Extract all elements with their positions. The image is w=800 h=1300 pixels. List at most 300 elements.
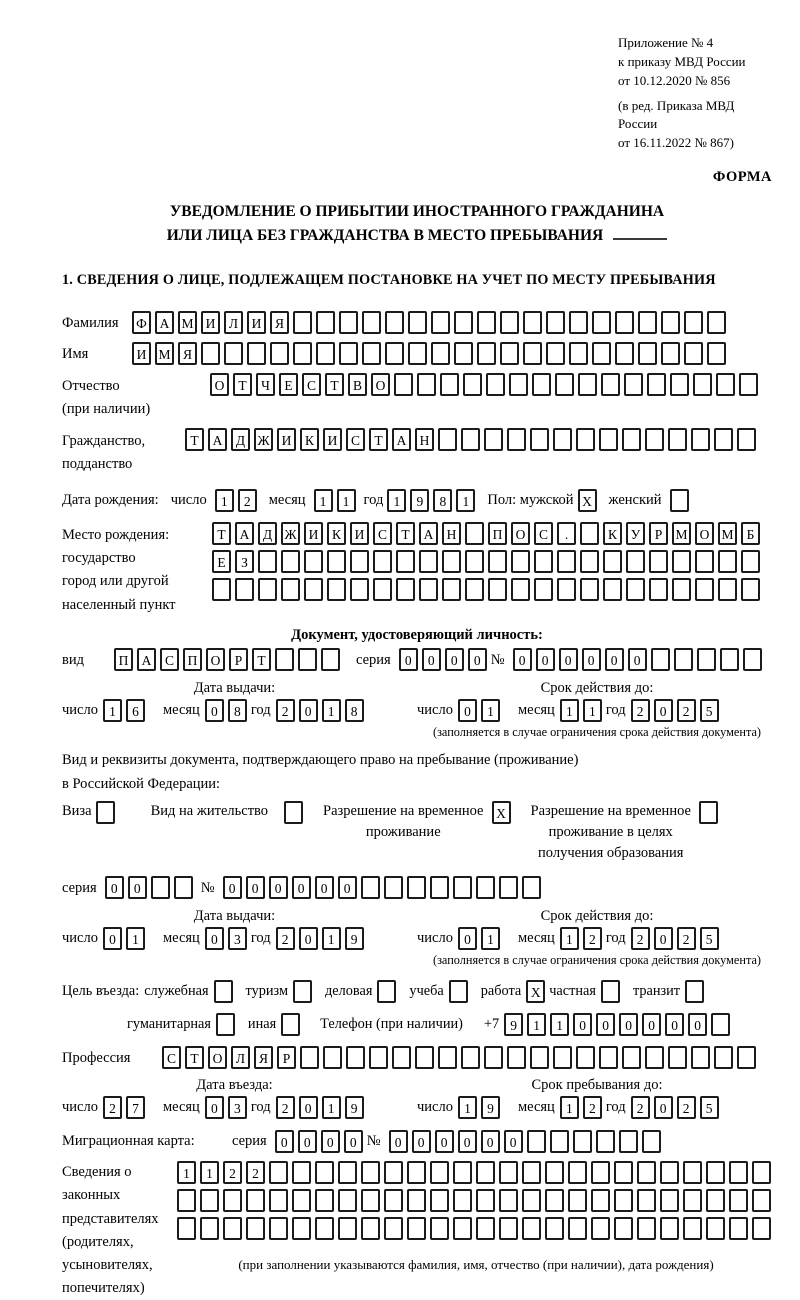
char-cell[interactable]: 0 — [246, 876, 265, 899]
char-cell[interactable]: К — [603, 522, 622, 545]
char-cell[interactable]: И — [247, 311, 266, 334]
char-cell[interactable]: 0 — [605, 648, 624, 671]
char-cell[interactable]: 1 — [387, 489, 406, 512]
char-cell[interactable] — [707, 342, 726, 365]
char-cell[interactable] — [720, 648, 739, 671]
char-cell[interactable] — [530, 428, 549, 451]
char-cell[interactable]: 0 — [468, 648, 487, 671]
char-cell[interactable] — [729, 1217, 748, 1240]
char-cell[interactable]: О — [371, 373, 390, 396]
char-cell[interactable]: 1 — [322, 927, 341, 950]
char-cell[interactable] — [737, 428, 756, 451]
char-cell[interactable]: 9 — [345, 927, 364, 950]
char-cell[interactable] — [683, 1161, 702, 1184]
char-cell[interactable] — [476, 876, 495, 899]
char-cell[interactable]: Т — [325, 373, 344, 396]
char-cell[interactable]: 0 — [299, 699, 318, 722]
char-cell[interactable] — [672, 578, 691, 601]
char-cell[interactable]: 0 — [665, 1013, 684, 1036]
char-cell[interactable]: О — [511, 522, 530, 545]
char-cell[interactable]: О — [206, 648, 225, 671]
char-cell[interactable] — [373, 550, 392, 573]
char-cell[interactable]: 0 — [422, 648, 441, 671]
char-cell[interactable] — [315, 1217, 334, 1240]
char-cell[interactable] — [431, 342, 450, 365]
char-cell[interactable]: А — [137, 648, 156, 671]
char-cell[interactable] — [396, 550, 415, 573]
char-cell[interactable] — [637, 1161, 656, 1184]
char-cell[interactable] — [463, 373, 482, 396]
char-cell[interactable] — [361, 1189, 380, 1212]
char-cell[interactable] — [651, 648, 670, 671]
char-cell[interactable]: 0 — [315, 876, 334, 899]
char-cell[interactable] — [292, 1217, 311, 1240]
char-cell[interactable]: 0 — [128, 876, 147, 899]
char-cell[interactable] — [177, 1217, 196, 1240]
char-cell[interactable]: Б — [741, 522, 760, 545]
char-cell[interactable]: 2 — [583, 927, 602, 950]
char-cell[interactable] — [200, 1217, 219, 1240]
char-cell[interactable] — [454, 311, 473, 334]
char-cell[interactable] — [453, 1189, 472, 1212]
char-cell[interactable] — [691, 428, 710, 451]
char-cell[interactable] — [697, 648, 716, 671]
char-cell[interactable] — [323, 1046, 342, 1069]
char-cell[interactable]: 0 — [299, 1096, 318, 1119]
char-cell[interactable]: 9 — [504, 1013, 523, 1036]
char-cell[interactable]: 1 — [322, 699, 341, 722]
char-cell[interactable]: X — [492, 801, 511, 824]
char-cell[interactable] — [716, 373, 735, 396]
char-cell[interactable]: 2 — [631, 927, 650, 950]
char-cell[interactable] — [522, 1217, 541, 1240]
char-cell[interactable] — [674, 648, 693, 671]
char-cell[interactable] — [522, 1161, 541, 1184]
char-cell[interactable]: И — [304, 522, 323, 545]
char-cell[interactable]: 2 — [223, 1161, 242, 1184]
char-cell[interactable] — [269, 1217, 288, 1240]
char-cell[interactable] — [488, 550, 507, 573]
char-cell[interactable]: 0 — [458, 1130, 477, 1153]
char-cell[interactable] — [638, 311, 657, 334]
char-cell[interactable] — [511, 578, 530, 601]
char-cell[interactable] — [546, 342, 565, 365]
char-cell[interactable] — [603, 550, 622, 573]
char-cell[interactable] — [361, 876, 380, 899]
char-cell[interactable] — [293, 311, 312, 334]
char-cell[interactable] — [392, 1046, 411, 1069]
char-cell[interactable] — [442, 550, 461, 573]
char-cell[interactable]: 0 — [275, 1130, 294, 1153]
char-cell[interactable] — [569, 311, 588, 334]
char-cell[interactable] — [346, 1046, 365, 1069]
char-cell[interactable] — [408, 342, 427, 365]
char-cell[interactable] — [292, 1189, 311, 1212]
char-cell[interactable]: 1 — [200, 1161, 219, 1184]
char-cell[interactable] — [522, 876, 541, 899]
char-cell[interactable]: Л — [231, 1046, 250, 1069]
char-cell[interactable]: 9 — [345, 1096, 364, 1119]
char-cell[interactable]: Р — [277, 1046, 296, 1069]
char-cell[interactable]: П — [183, 648, 202, 671]
char-cell[interactable]: Т — [185, 428, 204, 451]
char-cell[interactable] — [649, 550, 668, 573]
char-cell[interactable]: 2 — [631, 1096, 650, 1119]
char-cell[interactable] — [578, 373, 597, 396]
char-cell[interactable]: К — [327, 522, 346, 545]
char-cell[interactable]: 2 — [276, 699, 295, 722]
char-cell[interactable]: 1 — [314, 489, 333, 512]
char-cell[interactable] — [212, 578, 231, 601]
char-cell[interactable]: С — [160, 648, 179, 671]
char-cell[interactable] — [201, 342, 220, 365]
char-cell[interactable]: 0 — [504, 1130, 523, 1153]
char-cell[interactable]: 0 — [654, 1096, 673, 1119]
char-cell[interactable]: 1 — [560, 699, 579, 722]
char-cell[interactable] — [275, 648, 294, 671]
char-cell[interactable] — [293, 342, 312, 365]
char-cell[interactable]: А — [419, 522, 438, 545]
char-cell[interactable] — [684, 342, 703, 365]
char-cell[interactable] — [592, 311, 611, 334]
char-cell[interactable] — [626, 578, 645, 601]
char-cell[interactable] — [438, 1046, 457, 1069]
char-cell[interactable]: Я — [178, 342, 197, 365]
char-cell[interactable] — [304, 550, 323, 573]
char-cell[interactable] — [553, 428, 572, 451]
char-cell[interactable] — [419, 550, 438, 573]
char-cell[interactable] — [430, 1217, 449, 1240]
char-cell[interactable] — [718, 578, 737, 601]
char-cell[interactable] — [453, 1217, 472, 1240]
char-cell[interactable]: 0 — [103, 927, 122, 950]
char-cell[interactable] — [96, 801, 115, 824]
char-cell[interactable]: 0 — [582, 648, 601, 671]
char-cell[interactable]: 2 — [238, 489, 257, 512]
char-cell[interactable] — [177, 1189, 196, 1212]
char-cell[interactable]: 9 — [410, 489, 429, 512]
char-cell[interactable] — [246, 1217, 265, 1240]
char-cell[interactable] — [685, 980, 704, 1003]
char-cell[interactable]: О — [208, 1046, 227, 1069]
char-cell[interactable] — [683, 1217, 702, 1240]
char-cell[interactable]: И — [132, 342, 151, 365]
char-cell[interactable]: 0 — [445, 648, 464, 671]
char-cell[interactable] — [670, 373, 689, 396]
char-cell[interactable] — [321, 648, 340, 671]
char-cell[interactable] — [477, 311, 496, 334]
char-cell[interactable] — [394, 373, 413, 396]
char-cell[interactable] — [661, 311, 680, 334]
char-cell[interactable]: 1 — [456, 489, 475, 512]
char-cell[interactable] — [743, 648, 762, 671]
char-cell[interactable] — [465, 578, 484, 601]
char-cell[interactable]: М — [718, 522, 737, 545]
char-cell[interactable] — [553, 1046, 572, 1069]
char-cell[interactable]: 3 — [228, 1096, 247, 1119]
char-cell[interactable]: 5 — [700, 927, 719, 950]
char-cell[interactable] — [568, 1161, 587, 1184]
char-cell[interactable]: 0 — [628, 648, 647, 671]
char-cell[interactable]: А — [155, 311, 174, 334]
char-cell[interactable] — [507, 428, 526, 451]
char-cell[interactable] — [622, 1046, 641, 1069]
char-cell[interactable] — [415, 1046, 434, 1069]
char-cell[interactable] — [315, 1189, 334, 1212]
char-cell[interactable] — [614, 1217, 633, 1240]
char-cell[interactable] — [430, 876, 449, 899]
char-cell[interactable] — [568, 1189, 587, 1212]
char-cell[interactable] — [706, 1161, 725, 1184]
char-cell[interactable]: 1 — [215, 489, 234, 512]
char-cell[interactable] — [573, 1130, 592, 1153]
char-cell[interactable] — [668, 1046, 687, 1069]
char-cell[interactable] — [527, 1130, 546, 1153]
char-cell[interactable] — [361, 1217, 380, 1240]
char-cell[interactable] — [339, 342, 358, 365]
char-cell[interactable]: Ч — [256, 373, 275, 396]
char-cell[interactable] — [453, 876, 472, 899]
char-cell[interactable]: С — [346, 428, 365, 451]
char-cell[interactable]: 1 — [481, 927, 500, 950]
char-cell[interactable] — [499, 876, 518, 899]
char-cell[interactable] — [465, 522, 484, 545]
char-cell[interactable] — [601, 980, 620, 1003]
char-cell[interactable]: 0 — [688, 1013, 707, 1036]
char-cell[interactable]: 0 — [596, 1013, 615, 1036]
char-cell[interactable] — [591, 1189, 610, 1212]
char-cell[interactable]: О — [695, 522, 714, 545]
char-cell[interactable]: 0 — [205, 1096, 224, 1119]
char-cell[interactable] — [284, 801, 303, 824]
char-cell[interactable] — [384, 1161, 403, 1184]
char-cell[interactable]: Ж — [281, 522, 300, 545]
char-cell[interactable] — [752, 1161, 771, 1184]
char-cell[interactable]: Т — [369, 428, 388, 451]
char-cell[interactable] — [484, 428, 503, 451]
char-cell[interactable]: 0 — [321, 1130, 340, 1153]
char-cell[interactable]: С — [162, 1046, 181, 1069]
char-cell[interactable] — [407, 1189, 426, 1212]
char-cell[interactable]: С — [534, 522, 553, 545]
char-cell[interactable] — [316, 342, 335, 365]
char-cell[interactable]: Т — [185, 1046, 204, 1069]
char-cell[interactable] — [576, 1046, 595, 1069]
char-cell[interactable] — [591, 1161, 610, 1184]
char-cell[interactable]: 2 — [583, 1096, 602, 1119]
char-cell[interactable] — [601, 373, 620, 396]
char-cell[interactable]: М — [672, 522, 691, 545]
char-cell[interactable] — [293, 980, 312, 1003]
char-cell[interactable] — [580, 522, 599, 545]
char-cell[interactable]: 0 — [344, 1130, 363, 1153]
char-cell[interactable] — [509, 373, 528, 396]
char-cell[interactable] — [338, 1161, 357, 1184]
char-cell[interactable]: А — [235, 522, 254, 545]
char-cell[interactable]: 1 — [481, 699, 500, 722]
char-cell[interactable] — [624, 373, 643, 396]
char-cell[interactable]: И — [201, 311, 220, 334]
char-cell[interactable] — [454, 342, 473, 365]
char-cell[interactable] — [707, 311, 726, 334]
char-cell[interactable] — [499, 1217, 518, 1240]
char-cell[interactable]: 2 — [276, 1096, 295, 1119]
char-cell[interactable]: 1 — [583, 699, 602, 722]
char-cell[interactable]: К — [300, 428, 319, 451]
char-cell[interactable] — [461, 1046, 480, 1069]
char-cell[interactable] — [499, 1189, 518, 1212]
char-cell[interactable]: 0 — [205, 927, 224, 950]
char-cell[interactable] — [711, 1013, 730, 1036]
char-cell[interactable] — [223, 1217, 242, 1240]
char-cell[interactable] — [361, 1161, 380, 1184]
char-cell[interactable]: 6 — [126, 699, 145, 722]
char-cell[interactable] — [338, 1217, 357, 1240]
char-cell[interactable] — [477, 342, 496, 365]
char-cell[interactable] — [362, 311, 381, 334]
char-cell[interactable] — [235, 578, 254, 601]
char-cell[interactable] — [258, 578, 277, 601]
char-cell[interactable] — [298, 648, 317, 671]
char-cell[interactable]: 1 — [560, 1096, 579, 1119]
char-cell[interactable] — [327, 578, 346, 601]
char-cell[interactable]: Н — [442, 522, 461, 545]
char-cell[interactable] — [545, 1217, 564, 1240]
char-cell[interactable] — [619, 1130, 638, 1153]
char-cell[interactable] — [596, 1130, 615, 1153]
char-cell[interactable] — [614, 1189, 633, 1212]
char-cell[interactable]: О — [210, 373, 229, 396]
char-cell[interactable] — [484, 1046, 503, 1069]
char-cell[interactable] — [500, 311, 519, 334]
char-cell[interactable] — [638, 342, 657, 365]
char-cell[interactable]: 0 — [573, 1013, 592, 1036]
char-cell[interactable] — [647, 373, 666, 396]
char-cell[interactable]: 2 — [631, 699, 650, 722]
char-cell[interactable]: М — [155, 342, 174, 365]
char-cell[interactable] — [270, 342, 289, 365]
char-cell[interactable] — [438, 428, 457, 451]
char-cell[interactable] — [693, 373, 712, 396]
char-cell[interactable]: Ф — [132, 311, 151, 334]
char-cell[interactable] — [151, 876, 170, 899]
char-cell[interactable]: Т — [233, 373, 252, 396]
char-cell[interactable]: И — [350, 522, 369, 545]
char-cell[interactable] — [327, 550, 346, 573]
char-cell[interactable] — [660, 1217, 679, 1240]
char-cell[interactable] — [384, 1217, 403, 1240]
char-cell[interactable] — [384, 1189, 403, 1212]
char-cell[interactable]: 3 — [228, 927, 247, 950]
char-cell[interactable] — [419, 578, 438, 601]
char-cell[interactable] — [362, 342, 381, 365]
char-cell[interactable] — [350, 578, 369, 601]
char-cell[interactable] — [453, 1161, 472, 1184]
char-cell[interactable] — [695, 550, 714, 573]
char-cell[interactable] — [683, 1189, 702, 1212]
char-cell[interactable] — [699, 801, 718, 824]
char-cell[interactable] — [752, 1217, 771, 1240]
char-cell[interactable] — [461, 428, 480, 451]
char-cell[interactable] — [258, 550, 277, 573]
char-cell[interactable] — [592, 342, 611, 365]
char-cell[interactable] — [522, 1189, 541, 1212]
char-cell[interactable] — [200, 1189, 219, 1212]
char-cell[interactable]: А — [208, 428, 227, 451]
char-cell[interactable]: Т — [396, 522, 415, 545]
char-cell[interactable] — [741, 578, 760, 601]
char-cell[interactable] — [269, 1161, 288, 1184]
char-cell[interactable]: 8 — [228, 699, 247, 722]
char-cell[interactable] — [580, 578, 599, 601]
char-cell[interactable] — [488, 578, 507, 601]
char-cell[interactable] — [385, 342, 404, 365]
char-cell[interactable]: 1 — [458, 1096, 477, 1119]
char-cell[interactable] — [385, 311, 404, 334]
char-cell[interactable] — [174, 876, 193, 899]
char-cell[interactable]: А — [392, 428, 411, 451]
char-cell[interactable]: 0 — [458, 927, 477, 950]
char-cell[interactable] — [304, 578, 323, 601]
char-cell[interactable]: 1 — [322, 1096, 341, 1119]
char-cell[interactable] — [281, 550, 300, 573]
char-cell[interactable]: 2 — [103, 1096, 122, 1119]
char-cell[interactable] — [224, 342, 243, 365]
char-cell[interactable] — [476, 1217, 495, 1240]
char-cell[interactable]: Д — [258, 522, 277, 545]
char-cell[interactable] — [614, 1161, 633, 1184]
char-cell[interactable]: Р — [649, 522, 668, 545]
char-cell[interactable] — [507, 1046, 526, 1069]
char-cell[interactable] — [523, 311, 542, 334]
char-cell[interactable] — [729, 1189, 748, 1212]
char-cell[interactable]: 0 — [654, 699, 673, 722]
char-cell[interactable]: 0 — [269, 876, 288, 899]
char-cell[interactable] — [407, 1161, 426, 1184]
char-cell[interactable] — [622, 428, 641, 451]
char-cell[interactable] — [511, 550, 530, 573]
char-cell[interactable]: 0 — [292, 876, 311, 899]
char-cell[interactable]: 0 — [223, 876, 242, 899]
char-cell[interactable]: 2 — [276, 927, 295, 950]
char-cell[interactable]: 2 — [677, 1096, 696, 1119]
char-cell[interactable] — [216, 1013, 235, 1036]
char-cell[interactable]: Д — [231, 428, 250, 451]
char-cell[interactable]: X — [526, 980, 545, 1003]
char-cell[interactable] — [591, 1217, 610, 1240]
char-cell[interactable]: И — [277, 428, 296, 451]
char-cell[interactable] — [714, 1046, 733, 1069]
char-cell[interactable] — [642, 1130, 661, 1153]
char-cell[interactable]: 0 — [642, 1013, 661, 1036]
char-cell[interactable] — [339, 311, 358, 334]
char-cell[interactable] — [599, 1046, 618, 1069]
char-cell[interactable] — [729, 1161, 748, 1184]
char-cell[interactable] — [550, 1130, 569, 1153]
char-cell[interactable] — [580, 550, 599, 573]
char-cell[interactable]: 0 — [536, 648, 555, 671]
char-cell[interactable] — [476, 1161, 495, 1184]
char-cell[interactable]: Ж — [254, 428, 273, 451]
char-cell[interactable] — [645, 1046, 664, 1069]
char-cell[interactable] — [545, 1161, 564, 1184]
char-cell[interactable]: 2 — [246, 1161, 265, 1184]
char-cell[interactable]: Р — [229, 648, 248, 671]
char-cell[interactable] — [532, 373, 551, 396]
char-cell[interactable] — [615, 311, 634, 334]
char-cell[interactable]: 1 — [126, 927, 145, 950]
char-cell[interactable]: 1 — [560, 927, 579, 950]
